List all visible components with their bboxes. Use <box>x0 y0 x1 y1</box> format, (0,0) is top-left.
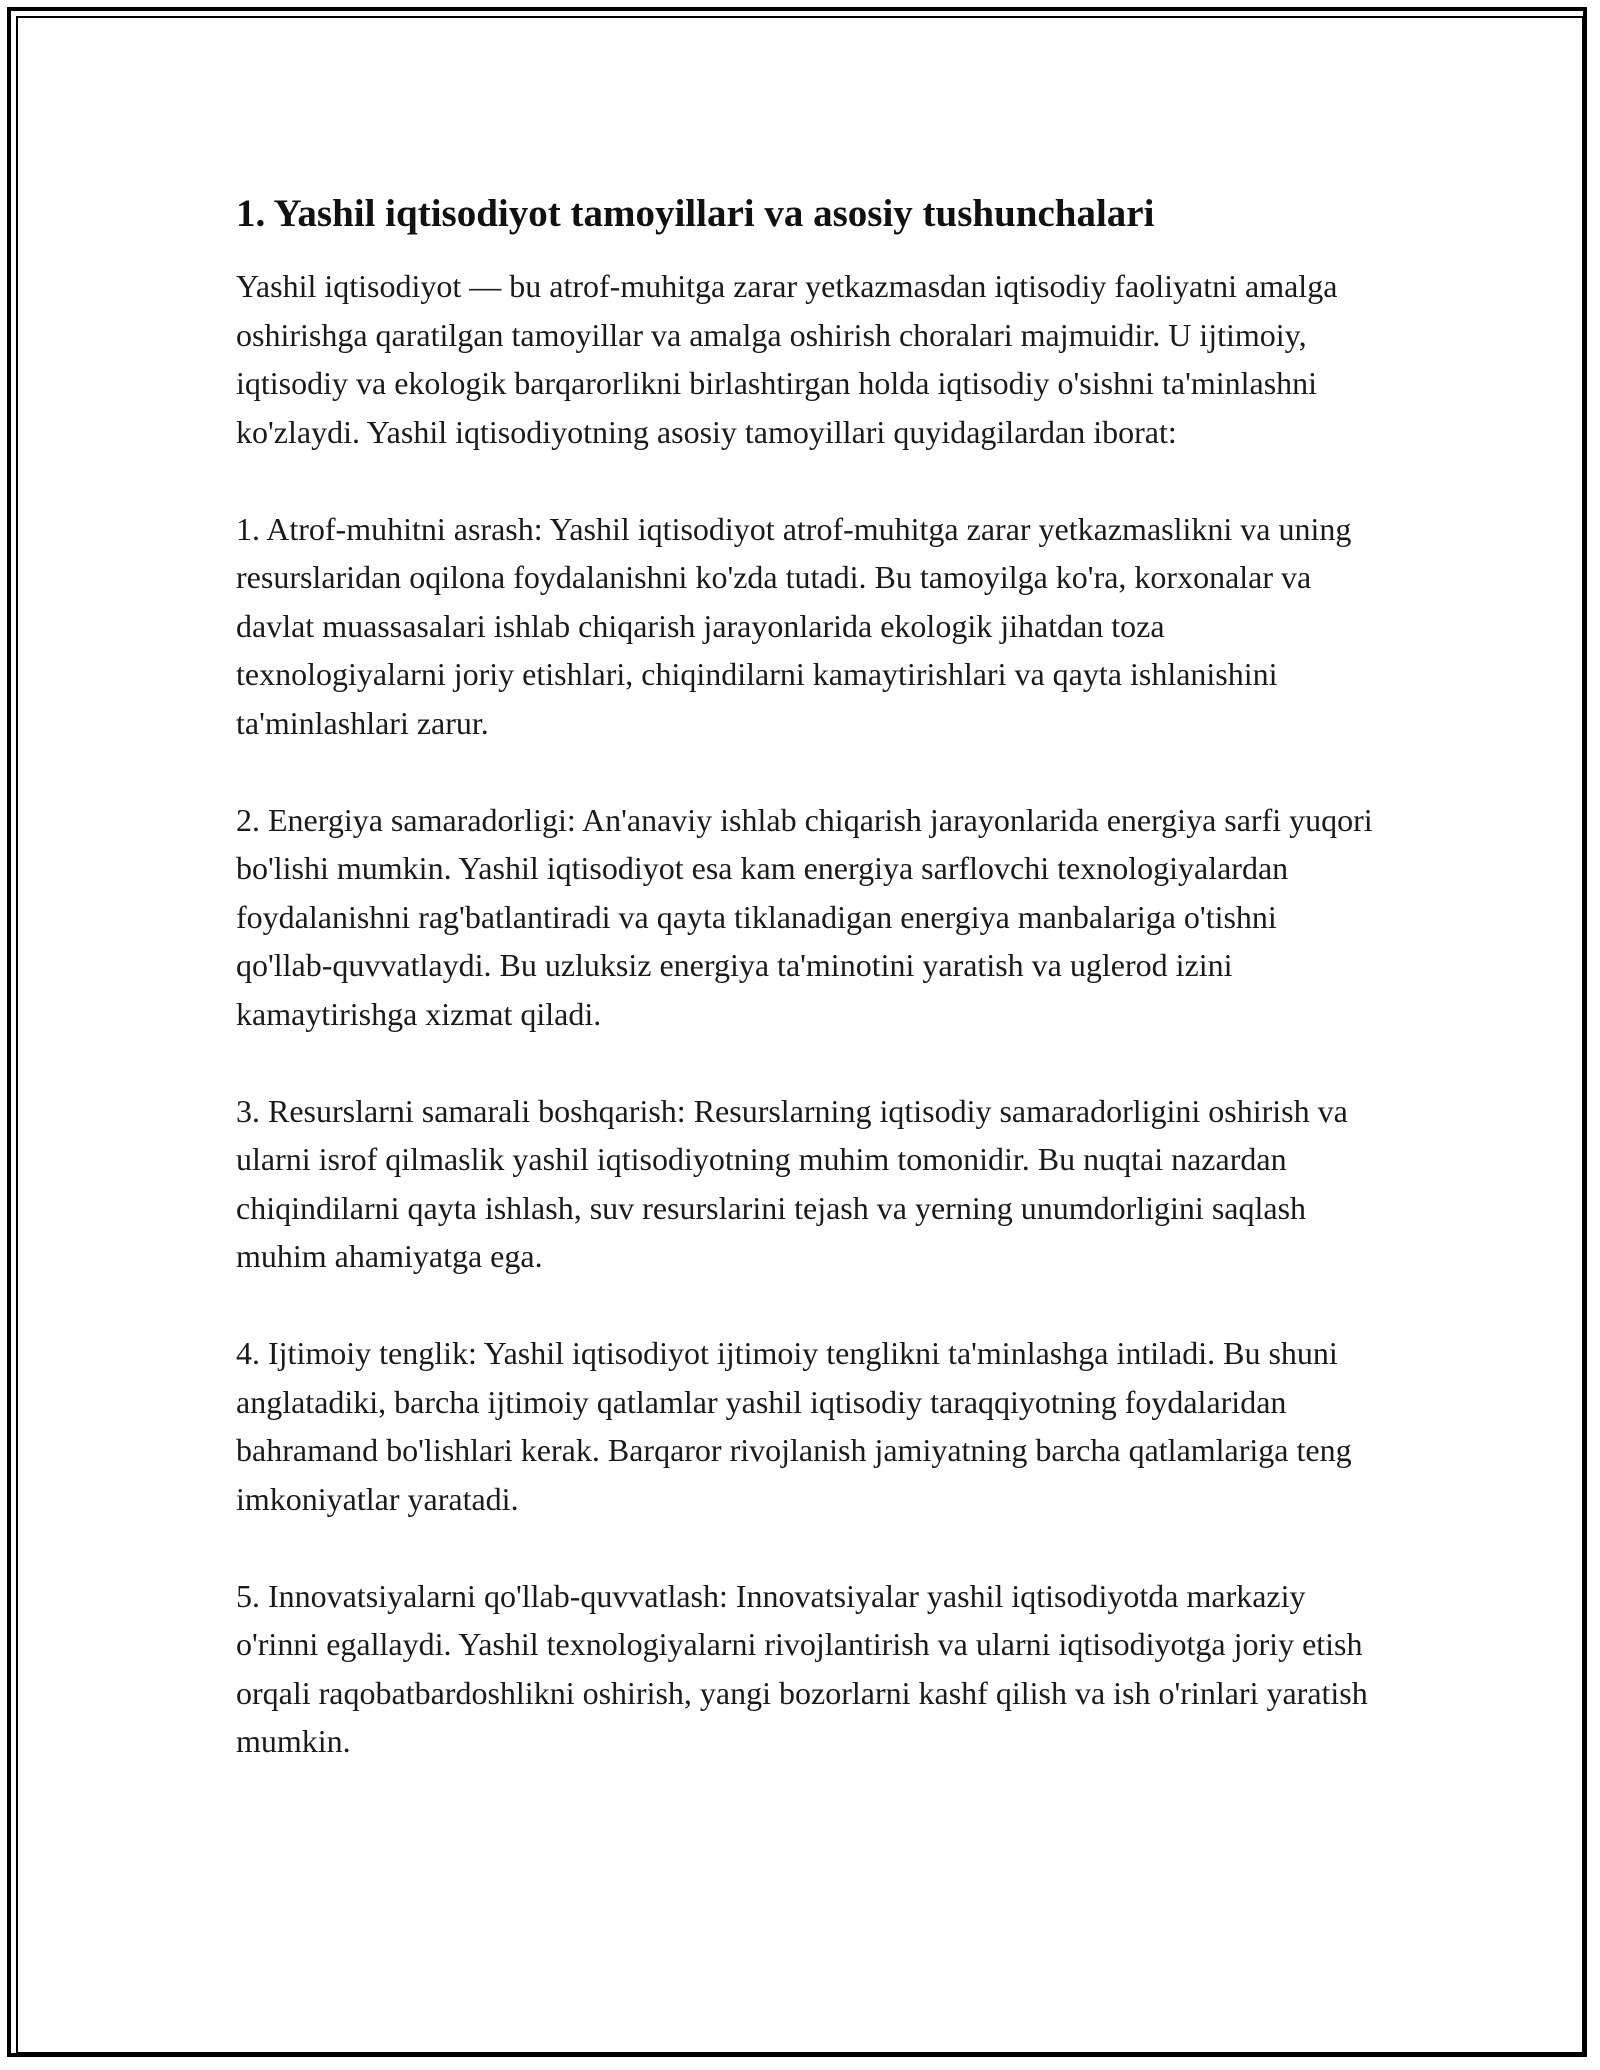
principle-paragraph-5: 5. Innovatsiyalarni qo'llab-quvvatlash: Innovatsiyalar yashil iqtisodiyotda markaziy o'rinni egallaydi. Yashil texnologiyalarni rivojlantirish va ularni iqtisodiyotga joriy etish orqali raqobatbardoshlikni oshirish, yangi bozorlarni kashf qilish va ish o'rinlari yaratish mumkin. <box>236 1577 1368 1759</box>
principle-paragraph-2: 2. Energiya samaradorligi: An'anaviy ishlab chiqarish jarayonlarida energiya sarfi yuqori bo'lishi mumkin. Yashil iqtisodiyot esa kam energiya sarflovchi texnologiyalardan foydalanishni rag'batlantiradi va qayta tiklanadigan energiya manbalariga o'tishni qo'llab-quvvatlaydi. Bu uzluksiz energiya ta'minotini yaratish va uglerod izini kamaytirishga xizmat qiladi. <box>236 801 1373 1032</box>
principle-paragraph-3: 3. Resurslarni samarali boshqarish: Resurslarning iqtisodiy samaradorligini oshirish va ularni isrof qilmaslik yashil iqtisodiyotning muhim tomonidir. Bu nuqtai nazardan chiqindilarni qayta ishlash, suv resurslarini tejash va yerning unumdorligini saqlash muhim ahamiyatga ega. <box>236 1092 1348 1274</box>
intro-paragraph: Yashil iqtisodiyot — bu atrof-muhitga zarar yetkazmasdan iqtisodiy faoliyatni amalga oshirishga qaratilgan tamoyillar va amalga oshirish choralari majmuidir. U ijtimoiy, iqtisodiy va ekologik barqarorlikni birlashtirgan holda iqtisodiy o'sishni ta'minlashni ko'zlaydi. Yashil iqtisodiyotning asosiy tamoyillari quyidagilardan iborat: <box>236 268 1338 450</box>
principle-paragraph-1: 1. Atrof-muhitni asrash: Yashil iqtisodiyot atrof-muhitga zarar yetkazmaslikni va uning resurslaridan oqilona foydalanishni ko'zda tutadi. Bu tamoyilga ko'ra, korxonalar va davlat muassasalari ishlab chiqarish jarayonlarida ekologik jihatdan toza texnologiyalarni joriy etishlari, chiqindilarni kamaytirishlari va qayta ishlanishini ta'minlashlari zarur. <box>236 510 1352 741</box>
document-title: 1. Yashil iqtisodiyot tamoyillari va asosiy tushunchalari <box>236 192 1155 235</box>
document-body <box>236 186 1376 1766</box>
principle-paragraph-4: 4. Ijtimoiy tenglik: Yashil iqtisodiyot ijtimoiy tenglikni ta'minlashga intiladi. Bu shuni anglatadiki, barcha ijtimoiy qatlamlar yashil iqtisodiy taraqqiyotning foydalaridan bahramand bo'lishlari kerak. Barqaror rivojlanish jamiyatning barcha qatlamlariga teng imkoniyatlar yaratadi. <box>236 1335 1352 1517</box>
